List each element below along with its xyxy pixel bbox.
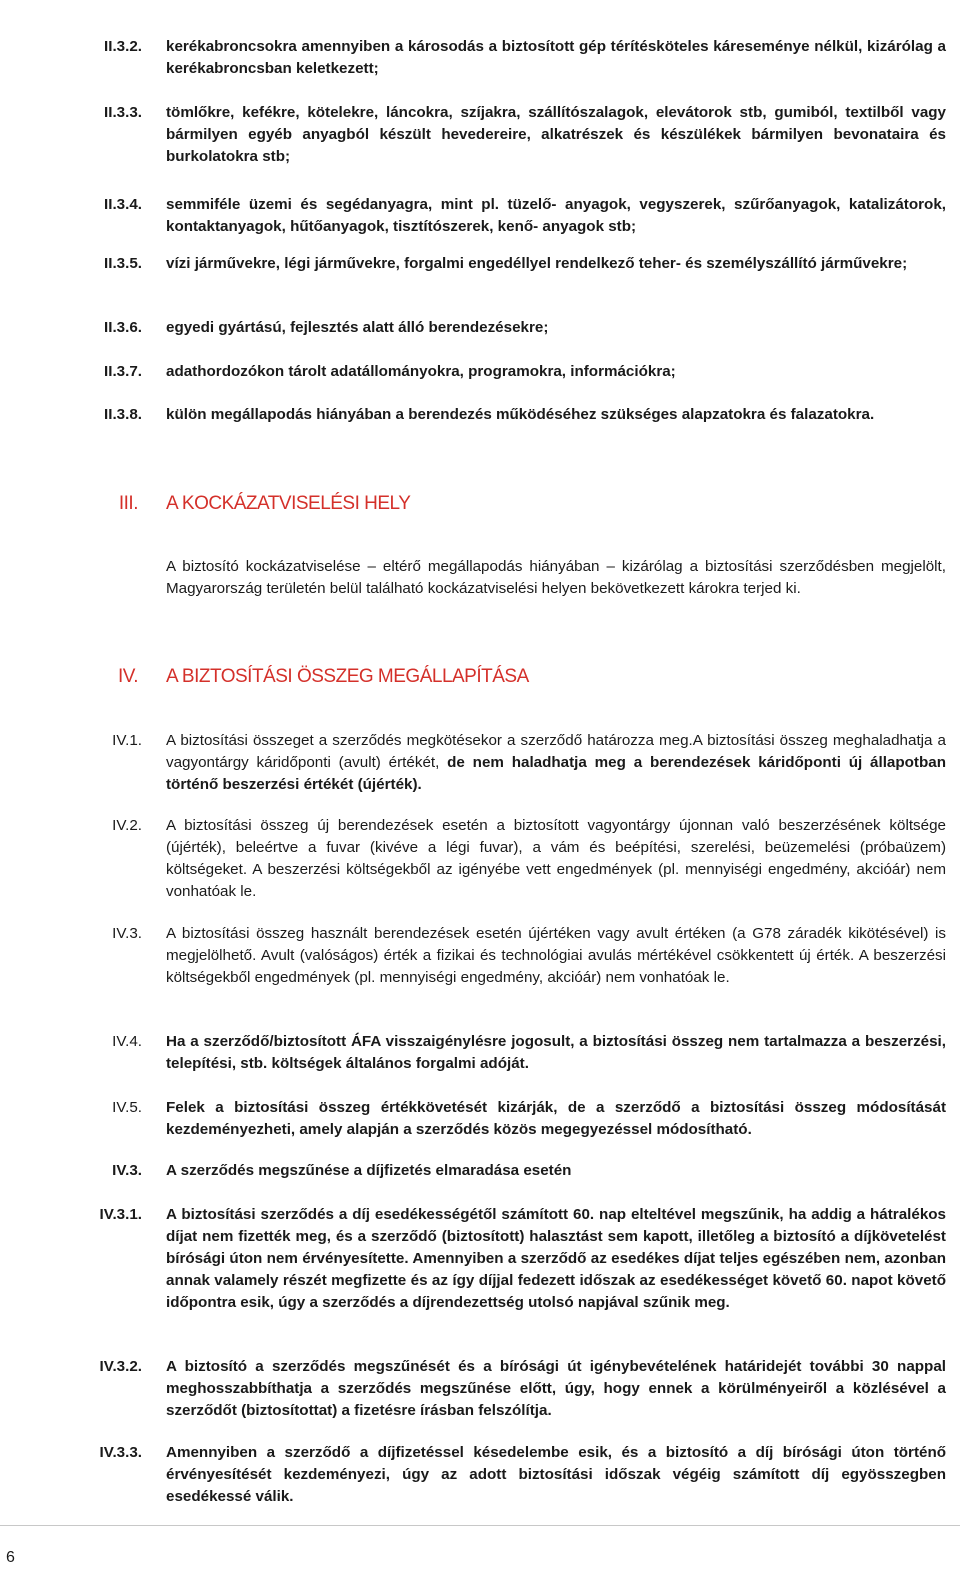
item-text-regular: A biztosítási összeget a szerződés megkötésekor a szerződő határozza meg.A biztosítási összeg meghaladhatja a vagyontárgy káridőponti (avult) értékét,	[166, 732, 946, 771]
item-number: IV.5.	[112, 1099, 142, 1116]
item-number: II.3.7.	[104, 363, 142, 380]
item-number: IV.3.2.	[99, 1358, 142, 1375]
item-text: A biztosítási összeg használt berendezések esetén újértéken vagy avult értéken (a G78 záradék kikötésével) is megjelölhető. Avult (valóságos) érték a fizikai és technológiai avulás mértékével csökkentett új érték. A beszerzési költségekből engedmények (pl. mennyiségi engedmény, akcióár) nem vonhatóak le.	[166, 925, 946, 986]
paragraph-text: A biztosító kockázatviselése – eltérő megállapodás hiányában – kizárólag a biztosítási szerződésben megjelölt, Magyarország területén belül található kockázatviselési helyen bekövetkezett károkra terjed ki.	[166, 558, 946, 597]
item-number: IV.1.	[112, 732, 142, 749]
item-number: IV.3.3.	[99, 1444, 142, 1461]
item-number: IV.3.	[112, 925, 142, 942]
page-number: 6	[6, 1549, 15, 1566]
item-text: tömlőkre, kefékre, kötelekre, láncokra, szíjakra, szállítószalagok, elevátorok stb, gumiból, textilből vagy bármilyen egyéb anyagból készült hevedereire, alkatrészek és készülékek bármilyen bevonataira és burkolatokra stb;	[166, 104, 946, 165]
section-number: III.	[118, 493, 138, 514]
section-title: A KOCKÁZATVISELÉSI HELY	[166, 493, 411, 514]
item-text-bold: de nem haladhatja meg a berendezések káridőponti új állapotban történő beszerzési értékét (újérték).	[166, 754, 946, 793]
item-text: egyedi gyártású, fejlesztés alatt álló berendezésekre;	[166, 319, 549, 336]
item-number: IV.2.	[112, 817, 142, 834]
footer-divider	[0, 1525, 960, 1526]
item-text: A szerződés megszűnése a díjfizetés elmaradása esetén	[166, 1162, 572, 1179]
item-text: külön megállapodás hiányában a berendezés működéséhez szükséges alapzatokra és falazatokra.	[166, 406, 875, 423]
item-text	[166, 730, 946, 796]
section-number: IV.	[118, 666, 138, 687]
item-text: A biztosítási összeg új berendezések esetén a biztosított vagyontárgy újonnan való beszerzésének költsége (újérték), beleértve a fuvar (kivéve a légi fuvar), a vám és beépítési, szerelési, beüzemelési (próbaüzem) költségeket. A beszerzési költségekből az igényébe vett engedmények (pl. mennyiségi engedmény, akcióár) nem vonhatóak le.	[166, 817, 946, 900]
item-number: II.3.5.	[104, 255, 142, 272]
section-title: A BIZTOSÍTÁSI ÖSSZEG MEGÁLLAPÍTÁSA	[166, 666, 529, 687]
item-text: semmiféle üzemi és segédanyagra, mint pl. tüzelő- anyagok, vegyszerek, szűrőanyagok, katalizátorok, kontaktanyagok, hűtőanyagok, tisztítószerek, kenő- anyagok stb;	[166, 196, 946, 235]
item-number: IV.3.1.	[99, 1206, 142, 1223]
item-number: IV.4.	[112, 1033, 142, 1050]
item-number: II.3.6.	[104, 319, 142, 336]
item-text: Felek a biztosítási összeg értékkövetését kizárják, de a szerződő a biztosítási összeg módosítását kezdeményezheti, amely alapján a szerződés közös megegyezéssel módosítható.	[166, 1099, 946, 1138]
item-number: II.3.8.	[104, 406, 142, 423]
item-text: vízi járművekre, légi járművekre, forgalmi engedéllyel rendelkező teher- és személyszállító járművekre;	[166, 255, 908, 272]
section-heading-iv	[78, 663, 946, 693]
item-number: IV.3.	[112, 1162, 142, 1179]
item-number: II.3.3.	[104, 104, 142, 121]
item-text: adathordozókon tárolt adatállományokra, programokra, információkra;	[166, 363, 676, 380]
item-text: Amennyiben a szerződő a díjfizetéssel késedelembe esik, és a biztosító a díj bírósági úton történő érvényesítését kezdeményezi, úgy az adott biztosítási időszak végéig számított díj egyösszegben esedékessé válik.	[166, 1444, 946, 1505]
item-text: A biztosító a szerződés megszűnését és a bírósági út igénybevételének határidejét további 30 nappal meghosszabbíthatja a szerződés megszűnése előtt, úgy, hogy ennek a körülményeiről a közlésével a szerződőt (biztosítottat) a fizetésre írásban felszólítja.	[166, 1358, 946, 1419]
item-number: II.3.2.	[104, 38, 142, 55]
item-text: A biztosítási szerződés a díj esedékességétől számított 60. nap elteltével megszűnik, ha addig a hátralékos díjat nem fizették meg, és a szerződő (biztosított) halasztást sem kapott, illetőleg a biztosító a díjkövetelést bírósági úton nem érvényesítette. Amennyiben a szerződő az esedékes díjat teljes egészében nem, azonban annak valamely részét megfizette és az így díjjal fedezett időszak az esedékességet követő 60. napot követő időpontra esik, úgy a szerződés a díjrendezettség utolsó napjával szűnik meg.	[166, 1206, 946, 1311]
item-number: II.3.4.	[104, 196, 142, 213]
item-text: kerékabroncsokra amennyiben a károsodás a biztosított gép térítésköteles káreseménye nélkül, kizárólag a kerékabroncsban keletkezett;	[166, 38, 946, 77]
section-heading-iii	[78, 490, 946, 520]
item-text: Ha a szerződő/biztosított ÁFA visszaigénylésre jogosult, a biztosítási összeg nem tartalmazza a beszerzési, telepítési, stb. költségek általános forgalmi adóját.	[166, 1033, 946, 1072]
